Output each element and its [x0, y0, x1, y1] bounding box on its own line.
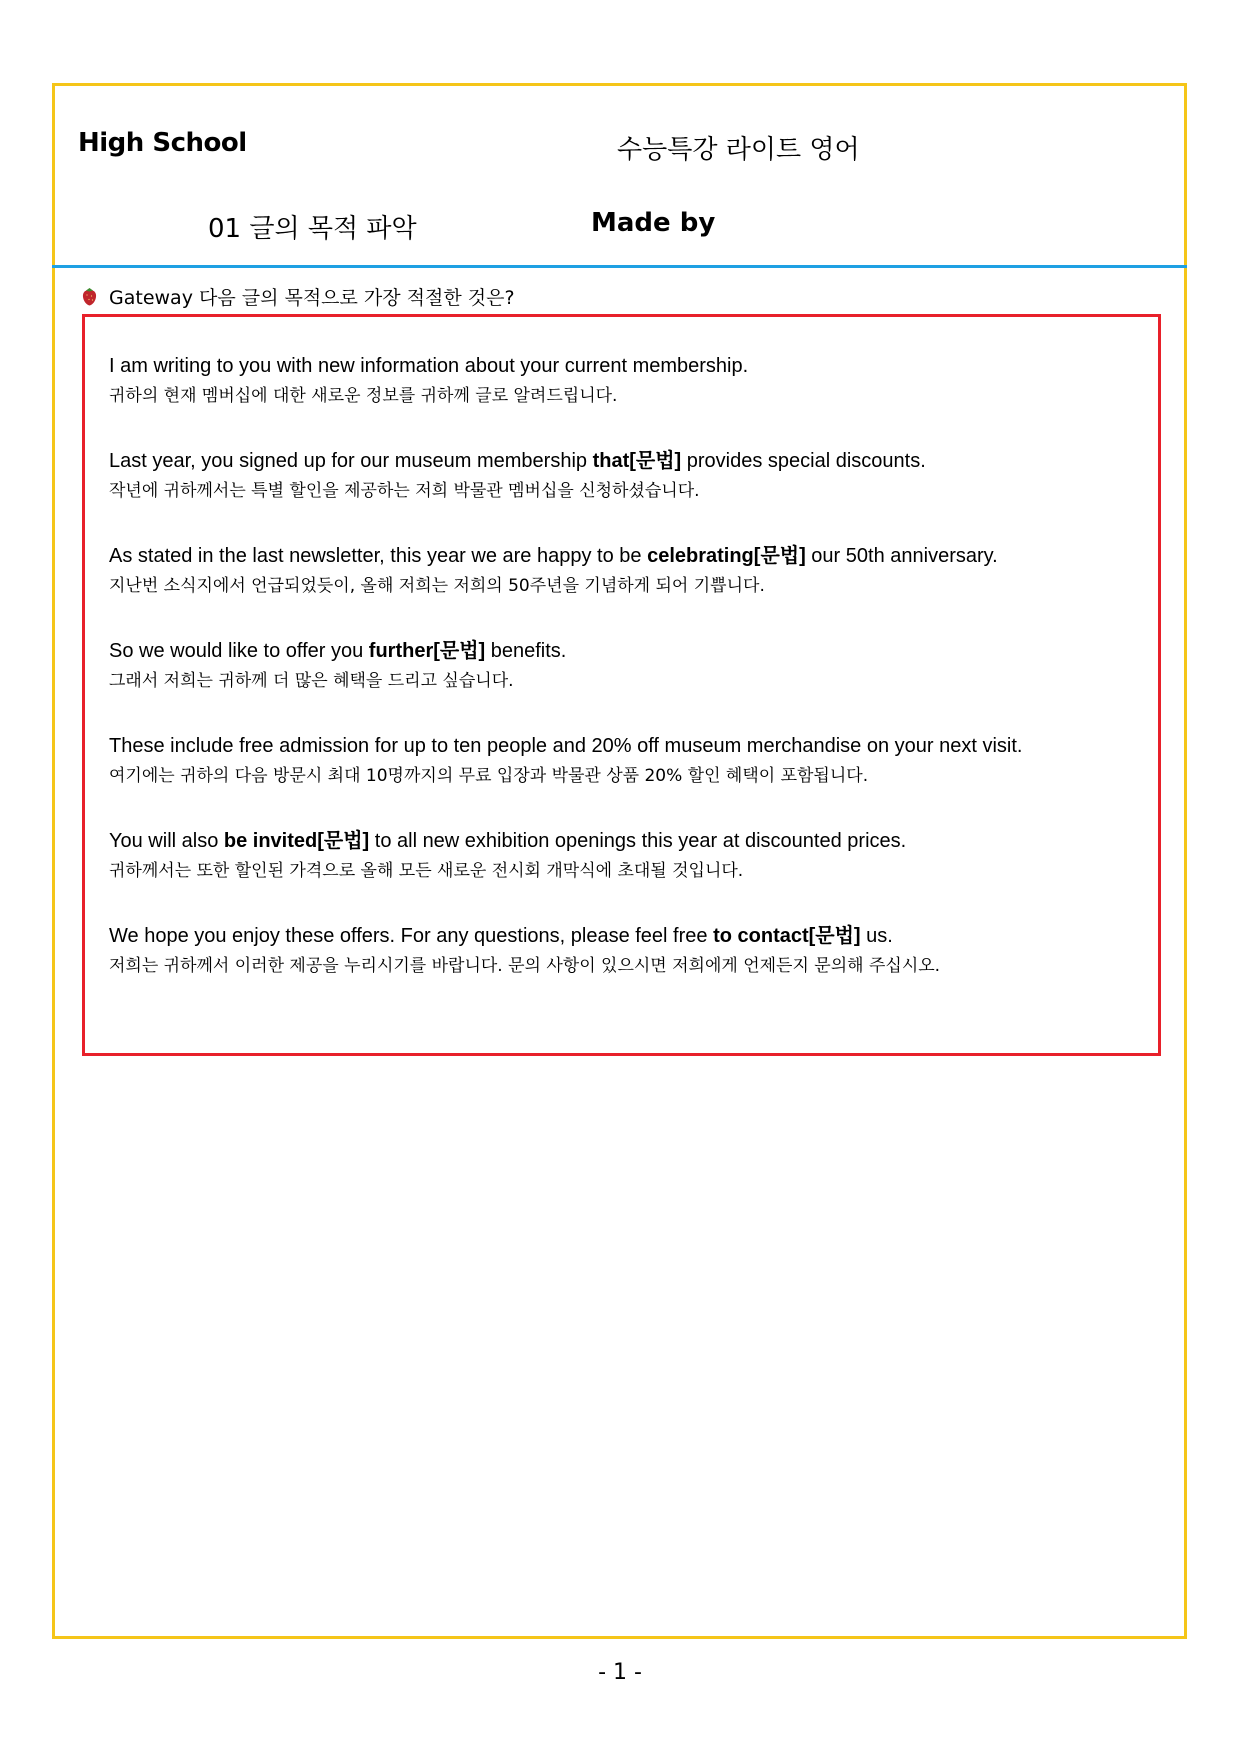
question-prompt	[82, 283, 515, 310]
sentence-text: As stated in the last newsletter, this year we are happy to be	[109, 545, 648, 567]
question-text: Gateway 다음 글의 목적으로 가장 적절한 것은?	[109, 287, 515, 309]
strawberry-icon	[82, 287, 97, 306]
sentence-text: to all new exhibition openings this year at discounted prices.	[369, 830, 907, 852]
grammar-point: celebrating[문법]	[647, 545, 806, 567]
sentence-pair	[109, 731, 1138, 791]
grammar-point: be invited[문법]	[223, 830, 370, 852]
korean-translation: 작년에 귀하께서는 특별 할인을 제공하는 저희 박물관 멤버십을 신청하셨습니다.	[109, 481, 700, 501]
english-sentence	[109, 351, 1138, 381]
english-sentence	[109, 826, 1138, 856]
school-level-label: High School	[78, 128, 247, 158]
sentence-text: Last year, you signed up for our museum membership	[109, 450, 593, 472]
english-sentence	[109, 541, 1138, 571]
korean-translation: 저희는 귀하께서 이러한 제공을 누리시기를 바랍니다. 문의 사항이 있으시면 저희에게 언제든지 문의해 주십시오.	[109, 956, 941, 976]
passage-list	[109, 351, 1138, 981]
english-sentence	[109, 921, 1138, 951]
sentence-text: You will also	[109, 830, 224, 852]
korean-translation: 여기에는 귀하의 다음 방문시 최대 10명까지의 무료 입장과 박물관 상품 20% 할인 혜택이 포함됩니다.	[109, 766, 869, 786]
korean-translation: 지난번 소식지에서 언급되었듯이, 올해 저희는 저희의 50주년을 기념하게 되어 기쁩니다.	[109, 576, 765, 596]
korean-translation: 그래서 저희는 귀하께 더 많은 혜택을 드리고 싶습니다.	[109, 671, 514, 691]
sentence-text: These include free admission for up to ten people and 20% off museum merchandise on your next visit.	[109, 735, 1023, 757]
passage-box	[82, 314, 1161, 1056]
sentence-pair	[109, 541, 1138, 601]
english-sentence	[109, 446, 1138, 476]
korean-translation: 귀하께서는 또한 할인된 가격으로 올해 모든 새로운 전시회 개막식에 초대될 것입니다.	[109, 861, 744, 881]
page-number: - 1 -	[598, 1660, 642, 1685]
header-divider	[52, 265, 1187, 268]
sentence-text: We hope you enjoy these offers. For any questions, please feel free	[109, 925, 714, 947]
chapter-title: 01 글의 목적 파악	[208, 214, 417, 244]
sentence-pair	[109, 636, 1138, 696]
sentence-text: provides special discounts.	[681, 450, 926, 472]
sentence-pair	[109, 826, 1138, 886]
sentence-pair	[109, 351, 1138, 411]
sentence-text: benefits.	[485, 640, 567, 662]
book-title: 수능특강 라이트 영어	[617, 135, 860, 165]
korean-translation: 귀하의 현재 멤버십에 대한 새로운 정보를 귀하께 글로 알려드립니다.	[109, 386, 618, 406]
sentence-text: our 50th anniversary.	[805, 545, 998, 567]
made-by-label: Made by	[591, 208, 716, 238]
sentence-pair	[109, 921, 1138, 981]
grammar-point: to contact[문법]	[713, 925, 861, 947]
english-sentence	[109, 731, 1138, 761]
sentence-text: I am writing to you with new information about your current membership.	[109, 355, 749, 377]
grammar-point: further[문법]	[368, 640, 486, 662]
sentence-text: us.	[860, 925, 893, 947]
english-sentence	[109, 636, 1138, 666]
sentence-pair	[109, 446, 1138, 506]
grammar-point: that[문법]	[592, 450, 682, 472]
sentence-text: So we would like to offer you	[109, 640, 369, 662]
